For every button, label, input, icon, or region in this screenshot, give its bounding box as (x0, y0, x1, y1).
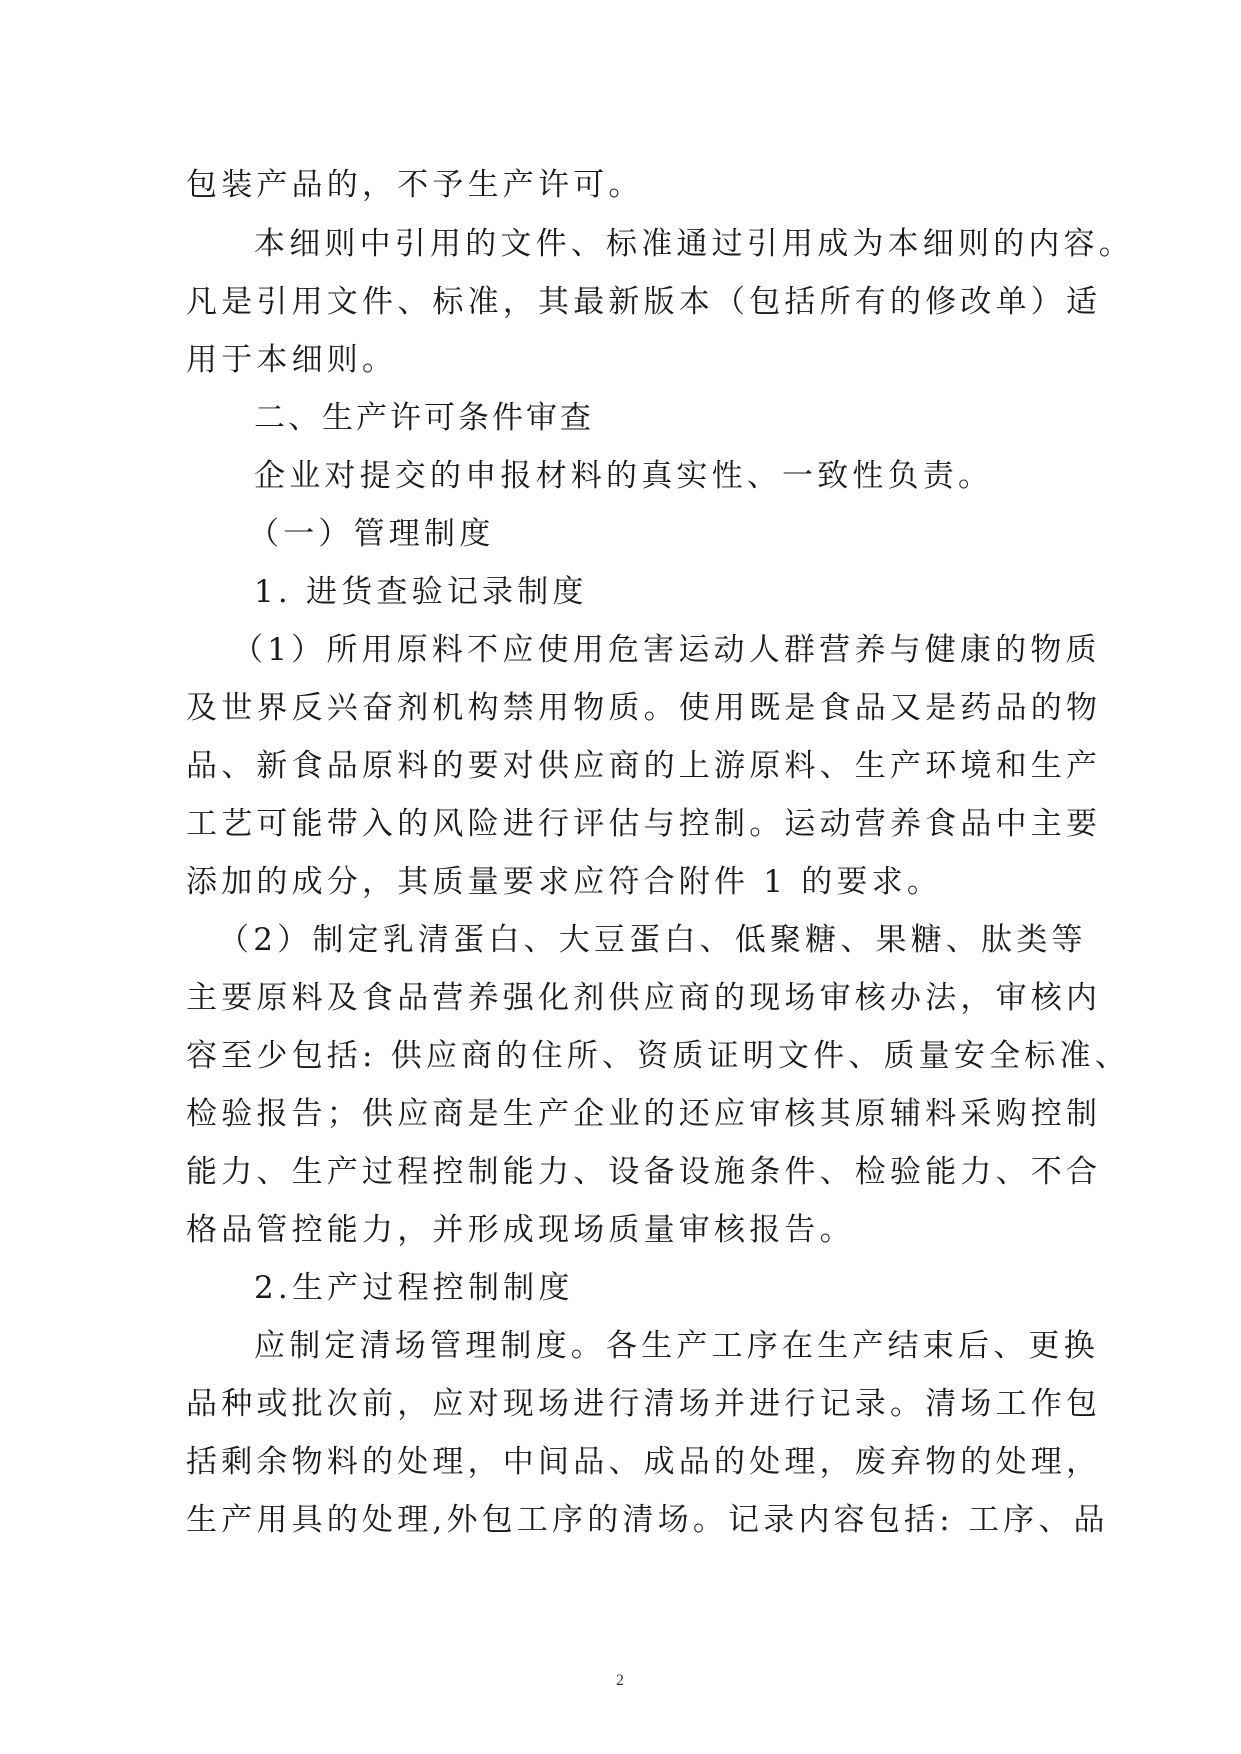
text-line: 生产用具的处理,外包工序的清场。记录内容包括: 工序、品 (186, 1502, 1109, 1538)
subsection-heading: （一）管理制度 (248, 516, 495, 552)
paragraph-first-line: （1）所用原料不应使用危害运动人群营养与健康的物质 (232, 632, 1101, 668)
text-line: 用于本细则。 (186, 342, 398, 378)
item-heading: 1. 进货查验记录制度 (254, 574, 588, 610)
text-line: 工艺可能带入的风险进行评估与控制。运动营养食品中主要 (186, 806, 1102, 842)
text-line: 格品管控能力，并形成现场质量审核报告。 (186, 1212, 855, 1248)
section-heading: 二、生产许可条件审查 (254, 400, 594, 436)
text-line: 凡是引用文件、标准，其最新版本（包括所有的修改单）适 (186, 284, 1102, 320)
text-line: 及世界反兴奋剂机构禁用物质。使用既是食品又是药品的物 (186, 690, 1102, 726)
text-line: 品、新食品原料的要对供应商的上游原料、生产环境和生产 (186, 748, 1102, 784)
text-line: 检验报告；供应商是生产企业的还应审核其原辅料采购控制 (186, 1096, 1102, 1132)
paragraph-first-line: 应制定清场管理制度。各生产工序在生产结束后、更换 (254, 1328, 1099, 1364)
paragraph-first-line: （2）制定乳清蛋白、大豆蛋白、低聚糖、果糖、肽类等 (218, 922, 1087, 958)
paragraph-first-line: 企业对提交的申报材料的真实性、一致性负责。 (254, 458, 994, 494)
text-line: 品种或批次前，应对现场进行清场并进行记录。清场工作包 (186, 1386, 1102, 1422)
item-heading: 2.生产过程控制制度 (254, 1270, 574, 1306)
text-line: 容至少包括: 供应商的住所、资质证明文件、质量安全标准、 (186, 1038, 1130, 1074)
page-number: 2 (616, 1672, 624, 1689)
text-line: 主要原料及食品营养强化剂供应商的现场审核办法，审核内 (186, 980, 1102, 1016)
text-line: 括剩余物料的处理，中间品、成品的处理，废弃物的处理， (186, 1444, 1102, 1480)
paragraph-first-line: 本细则中引用的文件、标准通过引用成为本细则的内容。 (254, 226, 1134, 262)
text-line: 能力、生产过程控制能力、设备设施条件、检验能力、不合 (186, 1154, 1102, 1190)
text-line: 添加的成分，其质量要求应符合附件 1 的要求。 (186, 864, 943, 900)
text-line: 包装产品的，不予生产许可。 (186, 167, 644, 203)
